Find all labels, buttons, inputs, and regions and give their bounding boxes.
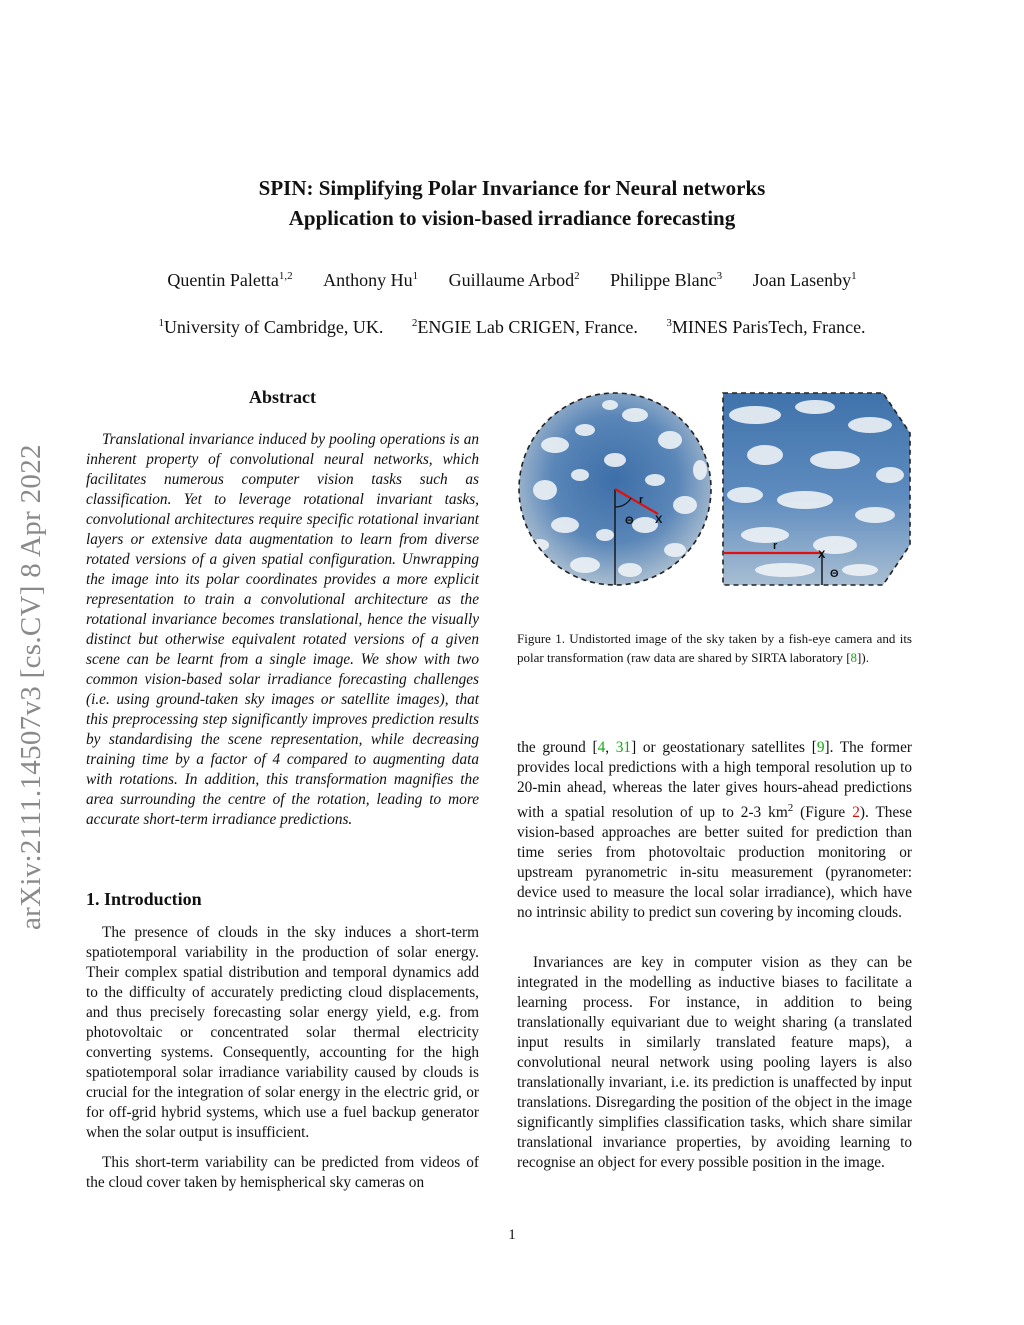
introduction-body [86, 923, 479, 1193]
right-paragraph-2: Invariances are key in computer vision as they can be integrated in the modelling as inductive biases to facilitate a learning process. For instance, in addition to being translationally equivariant due to weight sharing (a translated input results in similarly translated feature maps), a convolutional neural network using pooling layers is also translationally invariant, i.e. its prediction is unaffected by input translations. Disregarding the position of the object in the image significantly simplifies classification tasks, which share similar translational invariance properties, by avoiding learning to recognise an object for every possible position in the image. [517, 954, 912, 1172]
author: Anthony Hu$^1$ [323, 270, 419, 290]
page-number: 1 [508, 1227, 516, 1243]
introduction-paragraph-2: This short-term variability can be predicted from videos of the cloud cover taken by hemispherical sky cameras on [86, 1154, 479, 1191]
figure-reference-link[interactable]: 2 [852, 804, 860, 822]
author-list [0, 270, 1024, 291]
citation-link[interactable]: 9 [816, 739, 825, 756]
x-label-disk: X [655, 514, 663, 526]
introduction-paragraph-1: The presence of clouds in the sky induces a short-term spatiotemporal variability in the production of solar energy. Their complex spatial distribution and temporal dynamics add to the difficulty of accurately predicting cloud displacements, and thus precisely forecasting solar energy yield, e.g. from photovoltaic or concentrated solar thermal electricity converting systems. Consequently, accounting for the high spatiotemporal solar irradiance variability caused by clouds is crucial for the integration of solar energy in the electric grid, or for off-grid hybrid systems, which use a fuel backup generator when the solar output is insufficient. [86, 924, 479, 1141]
polar-transformed-image [723, 393, 910, 585]
affiliation: $^3$MINES ParisTech, France. [666, 317, 866, 337]
affiliation: $^2$ENGIE Lab CRIGEN, France. [411, 317, 638, 337]
abstract-heading: Abstract [249, 387, 316, 407]
author: Philippe Blanc$^3$ [610, 270, 723, 290]
figure-1-graphic [515, 385, 940, 600]
theta-label-polar: Θ [830, 568, 839, 580]
citation-link[interactable]: 4 [597, 739, 606, 756]
right-column-body [517, 738, 912, 1173]
paper-title-line1: SPIN: Simplifying Polar Invariance for Neural networks [258, 176, 766, 200]
arxiv-identifier: arXiv:2111.14507v3 [cs.CV] 8 Apr 2022 [15, 444, 47, 930]
affiliation: $^1$University of Cambridge, UK. [158, 317, 384, 337]
right-paragraph-1: the ground [4, 31] or geostationary satellites [9]. The former provides local predictions with a high temporal resolution up to 20-min ahead, whereas the later gives hours-ahead predictions with a spatial resolution of up to 2-3 $km^2$ (Figure 2). These vision-based approaches are better suited for prediction than time series from photovoltaic production monitoring or upstream pyranometric in-situ measurement (pyranometer: device used to measure the local solar irradiance), which have no intrinsic ability to predict sun covering by incoming clouds. [517, 739, 912, 922]
radius-label-polar: r [773, 540, 778, 552]
x-label-polar: X [818, 549, 826, 561]
citation-link[interactable]: 8 [850, 650, 858, 665]
author: Guillaume Arbod$^2$ [448, 270, 580, 290]
author: Joan Lasenby$^1$ [752, 270, 857, 290]
abstract-paragraph: Translational invariance induced by pooling operations is an inherent property of convolutional neural networks, which facilitates numerous computer vision tasks such as classification. Yet to leverage rotational invariant tasks, convolutional architectures require specific rotational invariant layers or extensive data augmentation to learn from diverse rotated versions of a given spatial configuration. Unwrapping the image into its polar coordinates provides a more explicit representation to train a convolutional architecture as the rotational invariance becomes translational, hence the visually distinct but otherwise equivalent rotated versions of a given scene can be learnt from a single image. We show with two common vision-based solar irradiance forecasting challenges (i.e. using ground-taken sky images or satellite images), that this preprocessing step significantly improves prediction results by standardising the scene representation, while decreasing training time by a factor of 4 compared to augmenting data with rotations. In addition, this transformation magnifies the area surrounding the centre of the rotation, leading to more accurate short-term irradiance predictions. [86, 431, 479, 828]
theta-label-disk: Θ [625, 515, 634, 527]
paper-title-line2: Application to vision-based irradiance forecasting [288, 206, 736, 230]
figure-1 [515, 385, 940, 600]
figure-1-caption: Figure 1. Undistorted image of the sky taken by a fish-eye camera and its polar transformation (raw data are shared by SIRTA laboratory [8]). [517, 631, 912, 665]
abstract-body [86, 430, 479, 830]
radius-label-disk: r [639, 494, 644, 506]
introduction-heading: 1. Introduction [86, 889, 202, 909]
affiliation-list [0, 317, 1024, 338]
citation-link[interactable]: 31 [615, 739, 632, 756]
author: Quentin Paletta$^{1,2}$ [167, 270, 293, 290]
fisheye-sky-image [519, 393, 711, 585]
